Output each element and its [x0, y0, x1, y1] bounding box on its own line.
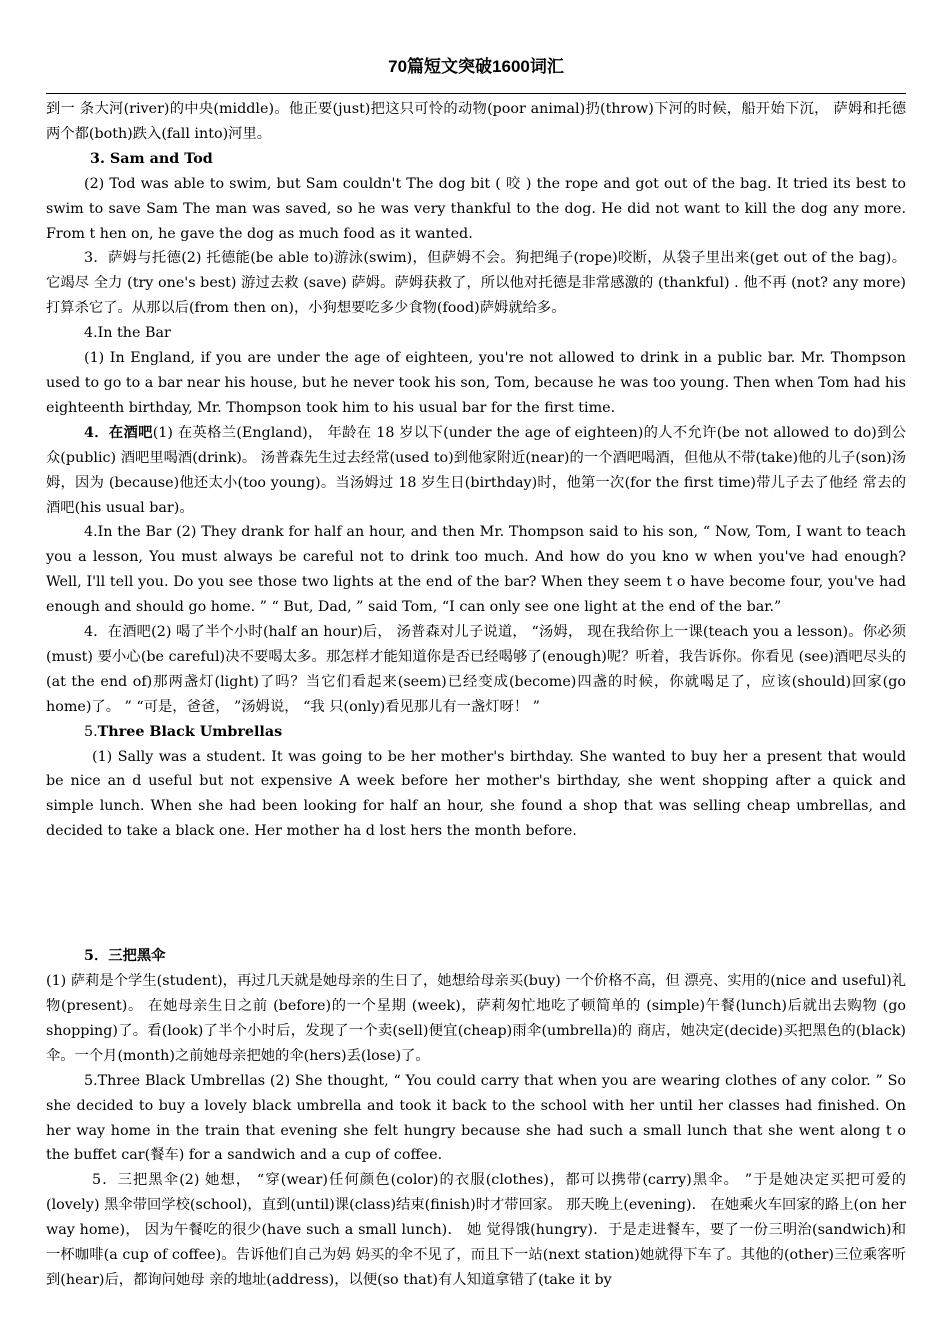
section-heading-three-black-umbrellas [46, 720, 906, 745]
paragraph-bar-1-en: (1) In England, if you are under the age of eighteen, you're not allowed to drink in a public bar. Mr. Thompson used to go to a bar near his house, but he never took his son, Tom, because he was too young. Then when Tom had his eighteenth birthday, Mr. Thompson took him to his usual bar for the first time. [46, 350, 906, 416]
paragraph-bar-2-en: 4.In the Bar (2) They drank for half an hour, and then Mr. Thompson said to his son, “ Now, Tom, I want to teach you a lesson, You must always be careful not to drink too much. And how do you kno w when you've had enough? Well, I'll tell you. Do you see those two lights at the end of the bar? When they seem t o have become four, you've had enough and should go home. ” “ But, Dad, ” said Tom, “I can only see one light at the end of the bar.” [46, 524, 906, 616]
heading-number: 5. [84, 723, 98, 740]
paragraph-bar-2-zh: 4．在酒吧(2) 喝了半个小时(half an hour)后， 汤普森对儿子说道， “汤姆， 现在我给你上一课(teach you a lesson)。你必须(must) 要小心(be careful)决不要喝太多。那怎样才能知道你是否已经喝够了(enough)呢？听着，我告诉你。你看见 (see)酒吧尽头的(at the end of)那两盏灯(light)了吗？当它们看起来(seem)已经变成(become)四盏的时候，你就喝足了，应该(should)回家(go home)了。 ” “可是，爸爸， ”汤姆说， “我 只(only)看见那儿有一盏灯呀！ ” [46, 624, 906, 715]
paragraph-umbrella-2-zh: 5．三把黑伞(2) 她想， “穿(wear)任何颜色(color)的衣服(clothes)，都可以携带(carry)黑伞。 ”于是她决定买把可爱的 (lovely) 黑伞带回学校(school)，直到(until)课(class)结束(finish)时才带回家。 那天晚上(evening)． 在她乘火车回家的路上(on her way home)， 因为午餐吃的很少(have such a small lunch)． 她 觉得饿(hungry)．于是走进餐车，要了一份三明治(sandwich)和一杯咖啡(a cup of coffee)。告诉他们自己为妈 妈买的伞不见了，而且下一站(next station)她就得下车了。其他的(other)三位乘客听到(hear)后，都询问她母 亲的地址(address)，以便(so that)有人知道拿错了(take it by [46, 1172, 906, 1288]
paragraph-sam-tod-zh: 3．萨姆与托德(2) 托德能(be able to)游泳(swim)，但萨姆不会。狗把绳子(rope)咬断，从袋子里出来(get out of the bag)。它竭尽 全力 (try one's best) 游过去救 (save) 萨姆。萨姆获救了，所以他对托德是非常感激的 (thankful) . 他不再 (not? any more)打算杀它了。从那以后(from then on)，小狗想要吃多少食物(food)萨姆就给多。 [46, 250, 906, 317]
page-gap [46, 844, 906, 944]
header-rule [46, 93, 906, 94]
paragraph-rest: (1) 在英格兰(England)， 年龄在 18 岁以下(under the age of eighteen)的人不允许(be not allowed to do)到公众(public) 酒吧里喝酒(drink)。 汤普森先生过去经常(used to)到他家附近(near)的一个酒吧喝酒，但他从不带(take)他的儿子(son)汤姆，因为 (because)他还太小(too young)。当汤姆过 18 岁生日(birthday)时，他第一次(for the first time)带儿子去了他经 常去的酒吧(his usual bar)。 [46, 424, 906, 516]
document-body [46, 97, 906, 1293]
paragraph-umbrella-1-en: (1) Sally was a student. It was going to be her mother's birthday. She wanted to buy her a present that would be nice an d useful but not expensive A week before her mother's birthday, she went shopping after a quick and simple lunch. When she had been looking for half an hour, she found a shop that was selling cheap umbrellas, and decided to take a black one. Her mother ha d lost hers the month before. [46, 748, 906, 840]
section-heading-umbrella-zh: 5．三把黑伞 [84, 948, 166, 965]
heading-title-bold: Three Black Umbrellas [97, 723, 283, 740]
paragraph-umbrella-1-zh: (1) 萨莉是个学生(student)，再过几天就是她母亲的生日了，她想给母亲买(buy) 一个价格不高，但 漂亮、实用的(nice and useful)礼物(present)。 在她母亲生日之前 (before)的一个星期 (week)，萨莉匆忙地吃了顿简单的 (simple)午餐(lunch)后就出去购物 (go shopping)了。看(look)了半个小时后，发现了一个卖(sell)便宜(cheap)雨伞(umbrella)的 商店，她决定(decide)买把黑色的(black)伞。一个月(month)之前她母亲把她的伞(hers)丢(lose)了。 [46, 973, 906, 1064]
paragraph-bar-1-zh [46, 421, 906, 521]
paragraph-sam-tod-en: (2) Tod was able to swim, but Sam couldn't The dog bit ( 咬 ) the rope and got out of the bag. It tried its best to swim to save Sam The man was saved, so he was very thankful to the dog. He did not want to kill the dog any more. From t hen on, he gave the dog as much food as it wanted. [46, 175, 906, 242]
page-header-title: 70篇短文突破1600词汇 [388, 57, 564, 76]
paragraph-umbrella-2-en: 5.Three Black Umbrellas (2) She thought, “ You could carry that when you are wearing clothes of any color. ” So she decided to buy a lovely black umbrella and took it back to the school with her until her classes had finished. On her way home in the train that evening she felt hungry because she had such a small lunch that she went along t o the buffet car(餐车) for a sandwich and a cup of coffee. [46, 1072, 906, 1164]
section-heading-in-the-bar: 4.In the Bar [84, 325, 171, 342]
paragraph-lead-bold: 4．在酒吧 [84, 424, 153, 441]
document-page [46, 0, 906, 1293]
paragraph-continuation: 到一 条大河(river)的中央(middle)。他正要(just)把这只可怜的动物(poor animal)扔(throw)下河的时候，船开始下沉， 萨姆和托德两个都(both)跌入(fall into)河里。 [46, 101, 906, 142]
section-heading-sam-and-tod: 3. Sam and Tod [90, 150, 213, 167]
